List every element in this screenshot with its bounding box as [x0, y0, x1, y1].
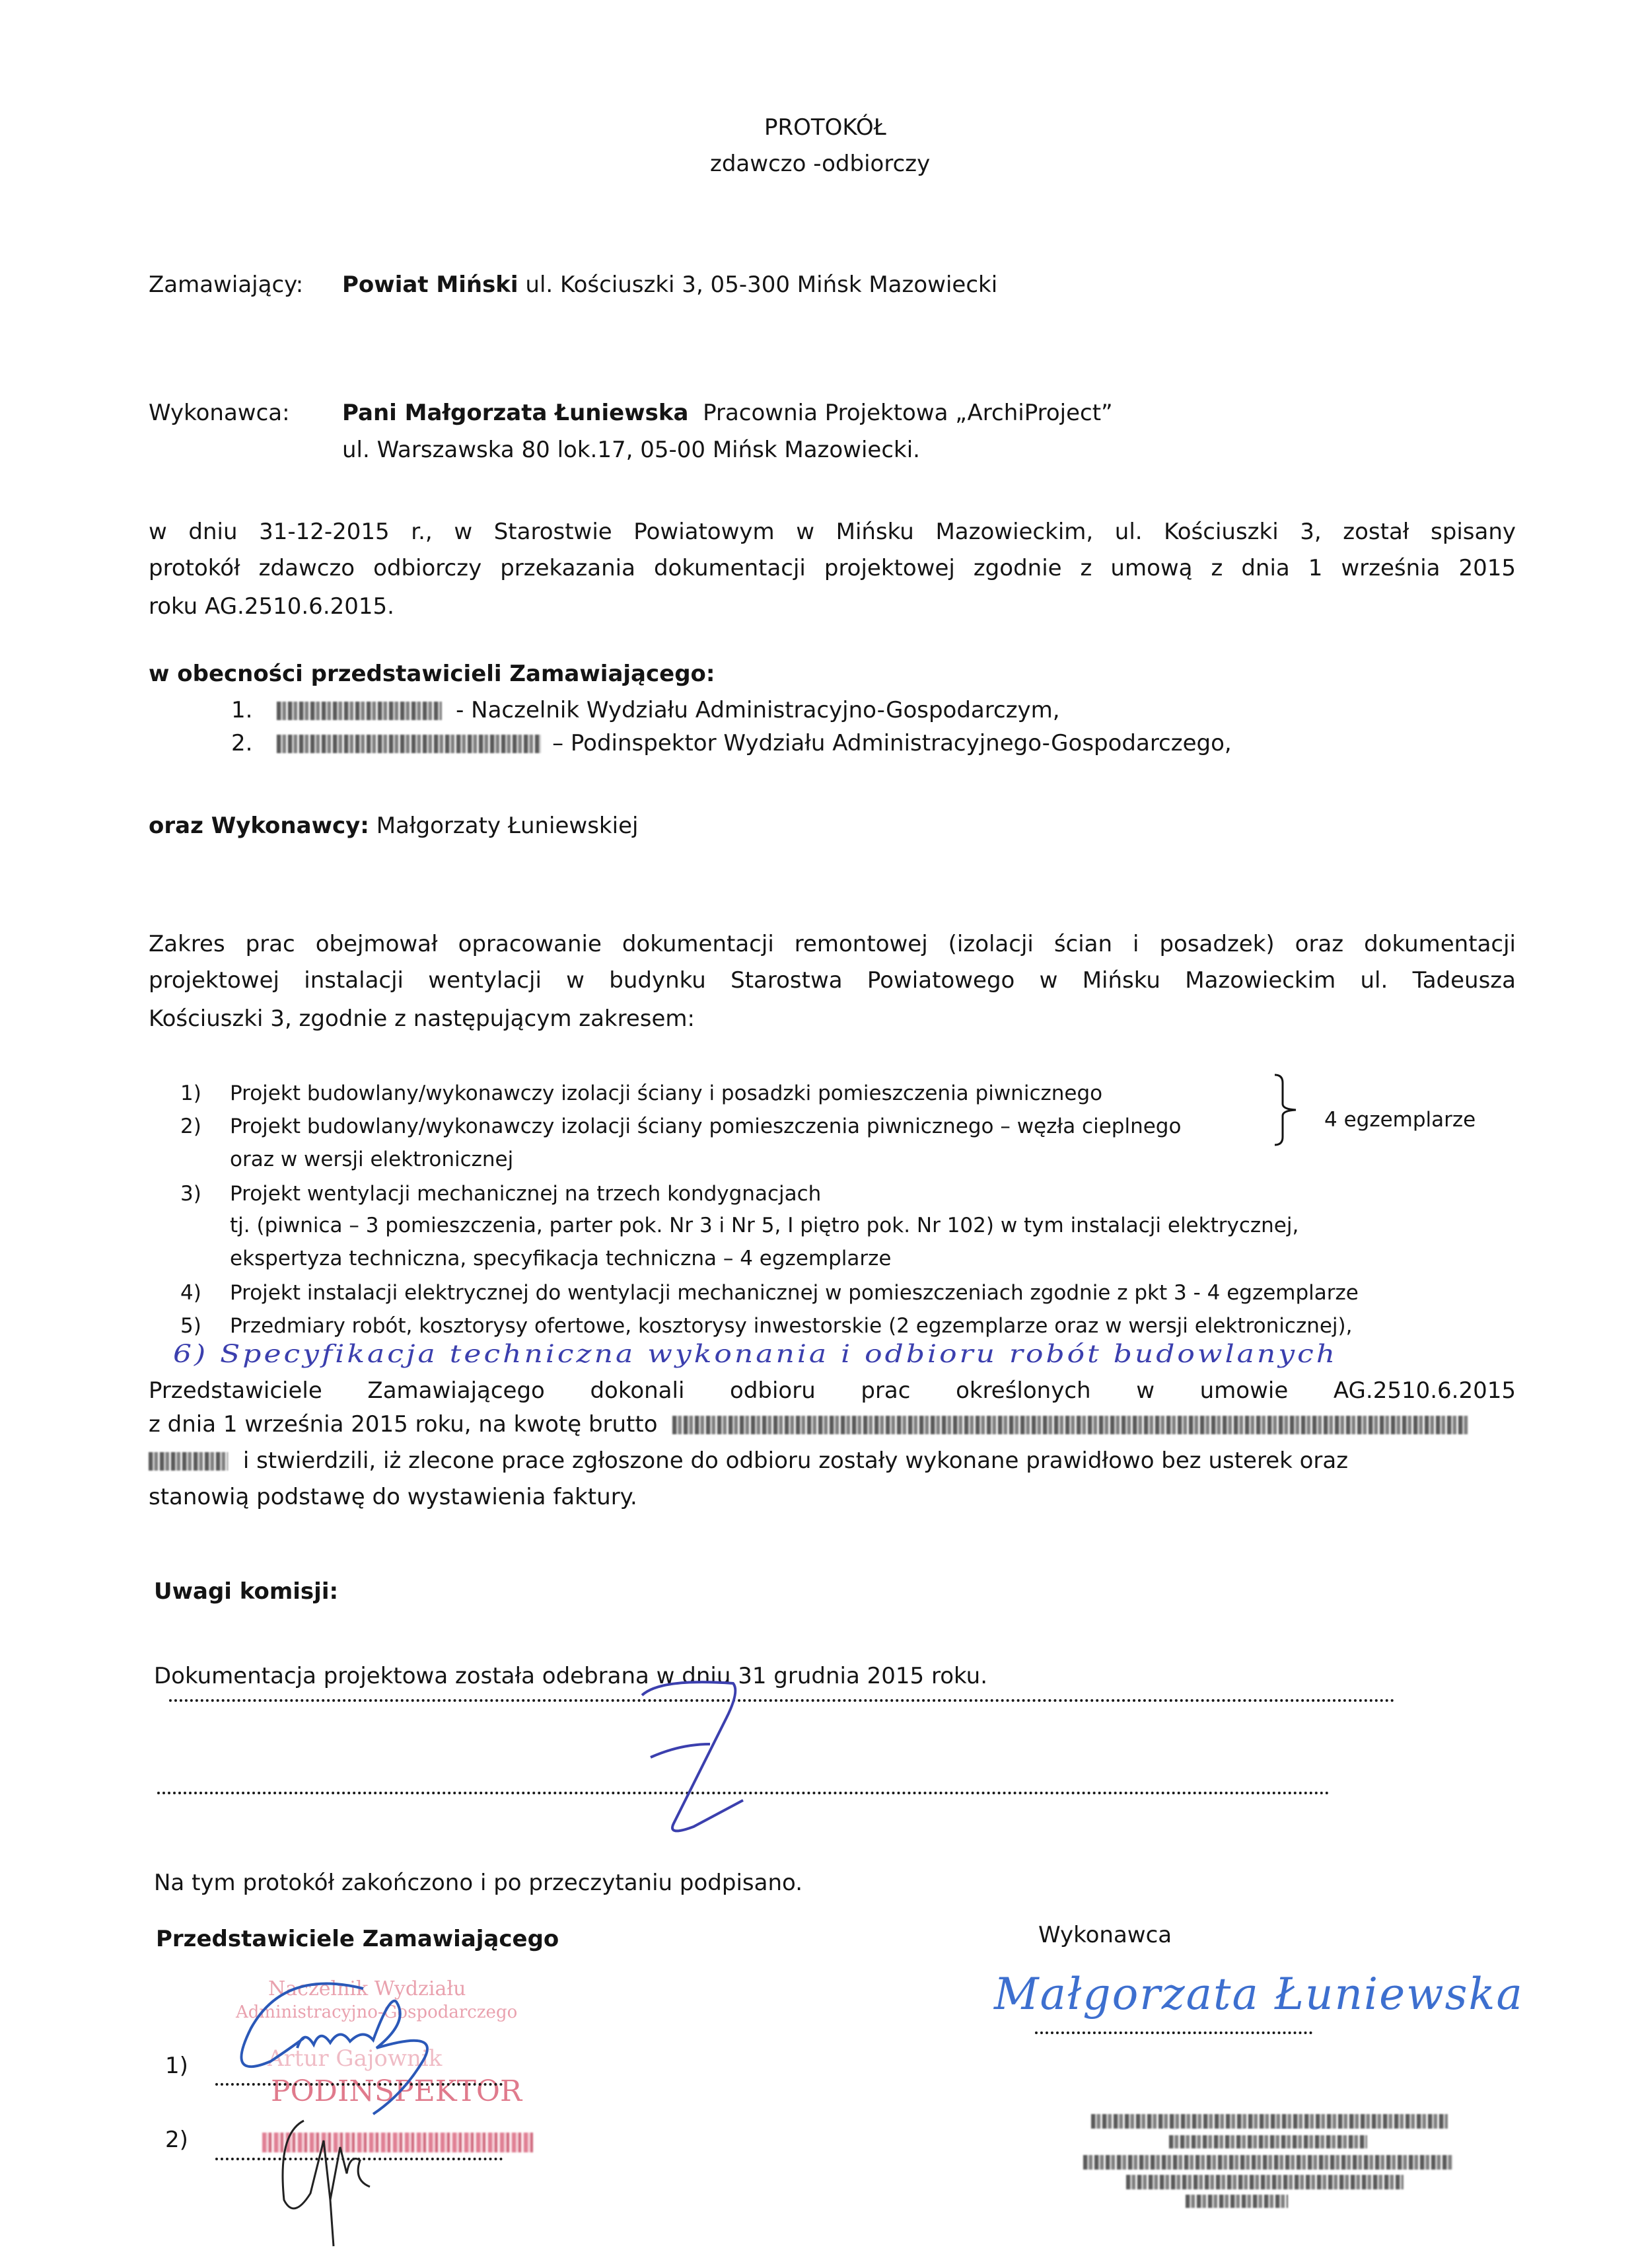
- stamp-name: Artur Gajownik: [267, 2045, 443, 2072]
- client-signatures-heading: Przedstawiciele Zamawiającego: [156, 1926, 559, 1952]
- list-item: Projekt budowlany/wykonawczy izolacji ściany pomieszczenia piwnicznego – węzła cieplnego: [230, 1115, 1182, 1138]
- acceptance-line-3: [149, 1449, 1348, 1472]
- member-number: 2.: [231, 730, 253, 756]
- contractor-signature-heading: Wykonawca: [1038, 1922, 1172, 1948]
- list-item: Projekt wentylacji mechanicznej na trzech kondygnacjach: [230, 1182, 822, 1206]
- client-label: Zamawiający:: [149, 272, 304, 298]
- list-item-continuation: tj. (piwnica – 3 pomieszczenia, parter pok. Nr 3 i Nr 5, I piętro pok. Nr 102) w tym instalacji elektrycznej,: [230, 1214, 1299, 1237]
- redacted-contractor-stamp: [1126, 2175, 1404, 2189]
- redacted-contractor-stamp: [1169, 2135, 1367, 2148]
- redacted-name: [277, 702, 442, 720]
- handwritten-item-6: 6) Specyfikacja techniczna wykonania i odbioru robót budowlanych: [173, 1339, 1338, 1369]
- brace-note: 4 egzemplarze: [1324, 1108, 1476, 1132]
- signature-1-scribble-icon: [231, 1975, 456, 2134]
- list-number: 2): [180, 1115, 201, 1138]
- document-title: PROTOKÓŁ: [764, 114, 886, 141]
- list-item: Projekt budowlany/wykonawczy izolacji ściany i posadzki pomieszczenia piwnicznego: [230, 1081, 1103, 1105]
- member-role: - Naczelnik Wydziału Administracyjno-Gospodarczym,: [456, 697, 1060, 723]
- scope-line-2: projektowej instalacji wentylacji w budynku Starostwa Powiatowego w Mińsku Mazowieckim ul. Tadeusza: [149, 967, 1516, 994]
- presence-contractor: [149, 815, 638, 837]
- list-number: 3): [180, 1182, 201, 1206]
- client-name: Powiat Miński: [342, 272, 518, 298]
- remarks-text: Dokumentacja projektowa została odebrana w dniu 31 grudnia 2015 roku.: [154, 1663, 988, 1689]
- list-item: Projekt instalacji elektrycznej do wentylacji mechanicznej w pomieszczeniach zgodnie z pkt 3 - 4 egzemplarze: [230, 1281, 1359, 1305]
- presence-contractor-name: Małgorzaty Łuniewskiej: [376, 813, 639, 839]
- contractor-handwritten-signature: Małgorzata Łuniewska: [994, 1969, 1524, 2020]
- contractor-name: Pani Małgorzata Łuniewska: [342, 400, 689, 426]
- contractor-company: Pracownia Projektowa „ArchiProject”: [703, 400, 1113, 426]
- presence-heading: w obecności przedstawicieli Zamawiającego:: [149, 661, 715, 687]
- signature-2-scribble-icon: [277, 2114, 383, 2246]
- redacted-contractor-stamp: [1083, 2155, 1453, 2170]
- z-strike-mark-icon: [621, 1678, 766, 1850]
- closing-text: Na tym protokół zakończono i po przeczytaniu podpisano.: [154, 1870, 803, 1896]
- remarks-heading: Uwagi komisji:: [154, 1578, 339, 1605]
- member-role: – Podinspektor Wydziału Administracyjnego-Gospodarczego,: [552, 730, 1232, 756]
- contractor-info: [342, 402, 1113, 424]
- list-number: 1): [180, 1081, 201, 1105]
- contractor-label: Wykonawca:: [149, 400, 290, 426]
- redacted-amount-end: [149, 1452, 228, 1471]
- presence-member-2: [231, 732, 1232, 754]
- acceptance-line-1: Przedstawiciele Zamawiającego dokonali odbioru prac określonych w umowie AG.2510.6.2015: [149, 1377, 1516, 1404]
- client-info: [342, 274, 997, 296]
- stamp-title: PODINSPEKTOR: [271, 2074, 522, 2108]
- redacted-name: [277, 735, 541, 753]
- list-number: 5): [180, 1314, 201, 1338]
- acceptance-line-3-text: i stwierdzili, iż zlecone prace zgłoszone do odbioru zostały wykonane prawidłowo bez usterek oraz: [242, 1447, 1349, 1474]
- remarks-dotted-line-1: [169, 1699, 1395, 1702]
- client-address: ul. Kościuszki 3, 05-300 Mińsk Mazowiecki: [525, 272, 998, 298]
- contractor-signature-line: [1035, 2031, 1312, 2034]
- list-item-continuation: ekspertyza techniczna, specyfikacja techniczna – 4 egzemplarze: [230, 1247, 892, 1270]
- redacted-contractor-stamp: [1186, 2195, 1288, 2208]
- presence-contractor-label: oraz Wykonawcy:: [149, 813, 369, 839]
- member-number: 1.: [231, 697, 253, 723]
- list-number: 4): [180, 1281, 201, 1305]
- acceptance-line-4: stanowią podstawę do wystawienia faktury.: [149, 1484, 637, 1510]
- signature-slot-2-label: 2): [165, 2127, 188, 2153]
- list-item-continuation: oraz w wersji elektronicznej: [230, 1148, 514, 1171]
- intro-line-3: roku AG.2510.6.2015.: [149, 593, 394, 620]
- signature-slot-1-label: 1): [165, 2053, 188, 2079]
- acceptance-line-2-text: z dnia 1 września 2015 roku, na kwotę brutto: [149, 1411, 658, 1438]
- redacted-contractor-stamp: [1091, 2114, 1448, 2129]
- intro-line-2: protokół zdawczo odbiorczy przekazania dokumentacji projektowej zgodnie z umową z dnia 1 września 2015: [149, 555, 1516, 581]
- acceptance-line-2: [149, 1413, 1468, 1436]
- presence-member-1: [231, 699, 1060, 721]
- stamp-line-1: Naczelnik Wydziału: [268, 1977, 466, 2000]
- contractor-address: ul. Warszawska 80 lok.17, 05-00 Mińsk Mazowiecki.: [342, 437, 920, 463]
- stamp-line-2: Administracyjno-Gospodarczego: [236, 2002, 518, 2022]
- document-subtitle: zdawczo -odbiorczy: [710, 151, 931, 177]
- list-item: Przedmiary robót, kosztorysy ofertowe, kosztorysy inwestorskie (2 egzemplarze oraz w wersji elektronicznej),: [230, 1314, 1353, 1338]
- scope-line-3: Kościuszki 3, zgodnie z następującym zakresem:: [149, 1006, 695, 1032]
- intro-line-1: w dniu 31-12-2015 r., w Starostwie Powiatowym w Mińsku Mazowieckim, ul. Kościuszki 3, został spisany: [149, 519, 1516, 545]
- redacted-amount: [672, 1416, 1468, 1434]
- scope-line-1: Zakres prac obejmował opracowanie dokumentacji remontowej (izolacji ścian i posadzek) oraz dokumentacji: [149, 931, 1516, 957]
- curly-brace-icon: [1273, 1074, 1300, 1146]
